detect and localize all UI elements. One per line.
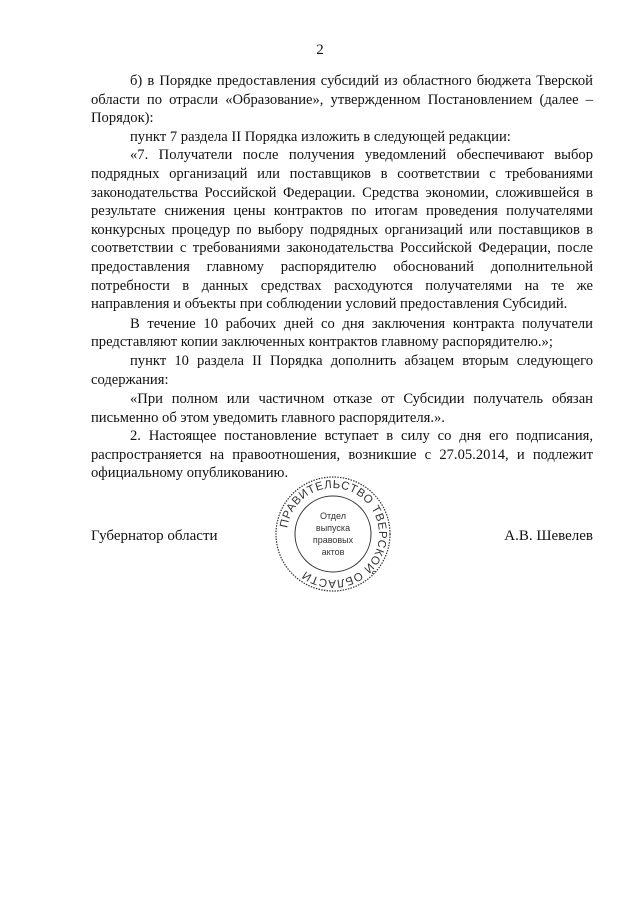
document-body	[91, 72, 593, 483]
seal-outer-ring	[276, 477, 390, 591]
signatory-title: Губернатор области	[91, 528, 218, 544]
seal-inner-line-4: актов	[321, 547, 345, 557]
paragraph-point-7-intro: пункт 7 раздела II Порядка изложить в следующей редакции:	[130, 128, 511, 145]
official-seal	[274, 475, 392, 593]
paragraph-b-order: б) в Порядке предоставления субсидий из областного бюджета Тверской области по отрасли «Образование», утвержденном Постановлением (далее – Порядок):	[91, 73, 593, 127]
page-number: 2	[316, 42, 324, 58]
seal-ring-text: ПРАВИТЕЛЬСТВО ТВЕРСКОЙ ОБЛАСТИ	[278, 478, 389, 590]
seal-inner-line-1: Отдел	[319, 511, 347, 521]
paragraph-contract-copies: В течение 10 рабочих дней со дня заключения контракта получатели представляют копии заключенных контрактов главному распорядителю.»;	[91, 315, 593, 351]
paragraph-entry-into-force: 2. Настоящее постановление вступает в силу со дня его подписания, распространяется на правоотношения, возникшие с 27.05.2014, и подлежит официальному опубликованию.	[91, 428, 593, 482]
seal-inner-ring	[295, 496, 371, 572]
signatory-name: А.В. Шевелев	[504, 528, 593, 544]
paragraph-point-10-intro: пункт 10 раздела II Порядка дополнить абзацем вторым следующего содержания:	[91, 352, 593, 388]
paragraph-refusal: «При полном или частичном отказе от Субсидии получатель обязан письменно об этом уведомить главного распорядителя.».	[91, 391, 593, 426]
seal-inner-line-2: выпуска	[315, 523, 351, 533]
seal-inner-line-3: правовых	[312, 535, 354, 545]
paragraph-point-7-text: «7. Получатели после получения уведомлений обеспечивают выбор подрядных организаций или поставщиков в соответствии с требованиями законодательства Российской Федерации. Средства экономии, сложившейся в результате снижения цены контрактов по итогам проведения получателями конкурсных процедур по выбору подрядных организаций или поставщиков в соответствии с требованиями законодательства Российской Федерации, после предоставления главному распорядителю обоснований дополнительной потребности в данных средствах расходуются получателями на те же направления и объекты при соблюдении условий предоставления Субсидий.	[91, 147, 593, 313]
